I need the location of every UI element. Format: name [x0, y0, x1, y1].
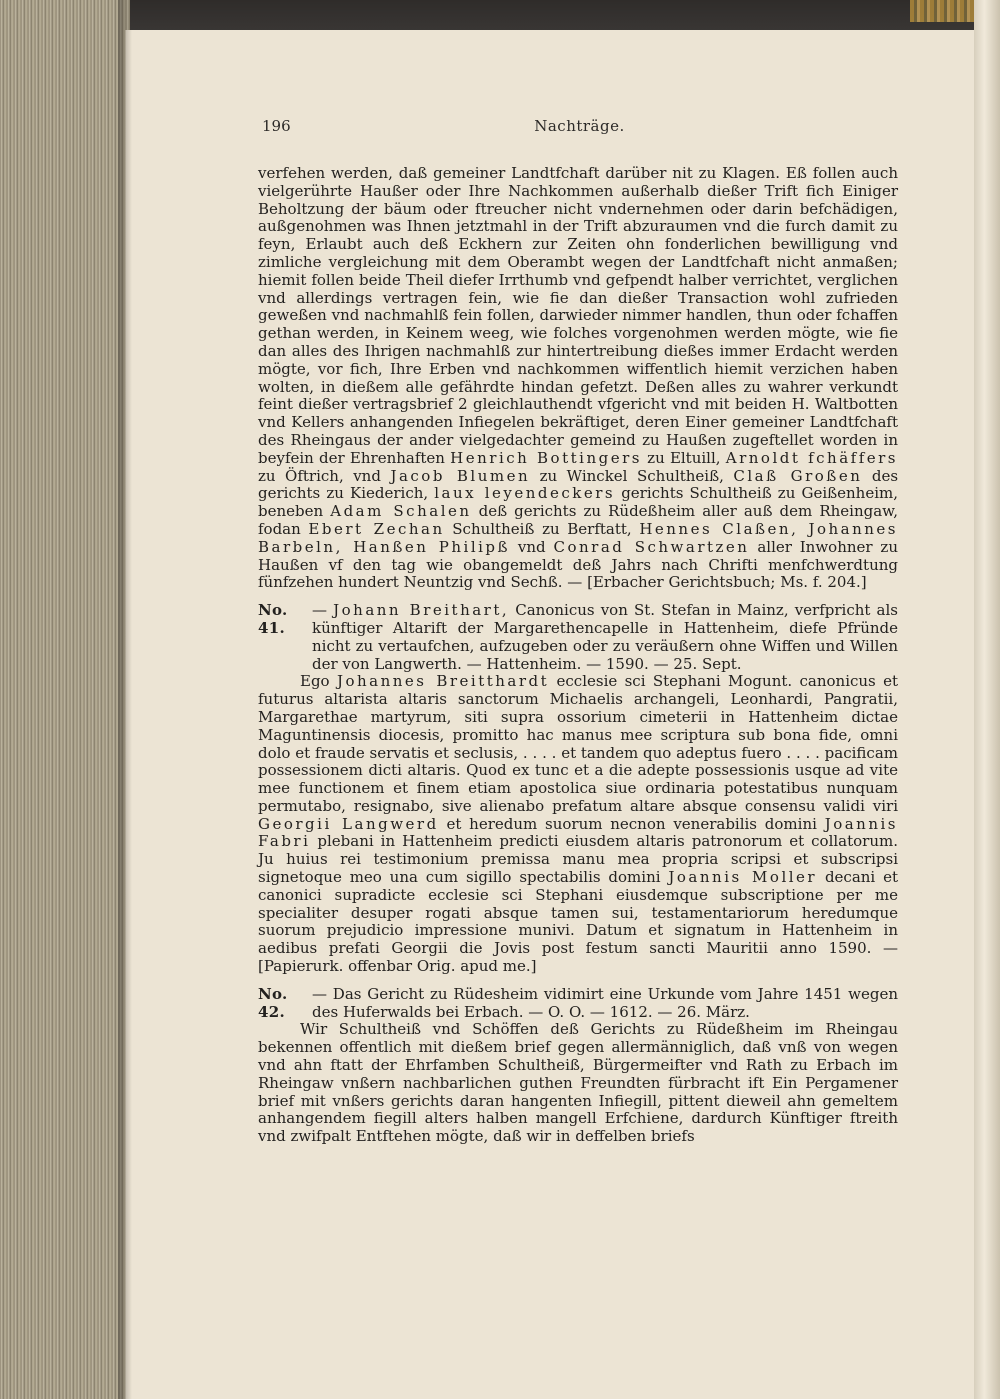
- background-top-edge: [0, 0, 1000, 34]
- right-page-edge: [974, 0, 1000, 1399]
- person-name: Jacob Blumen: [390, 466, 531, 485]
- page-edge-shadow: [118, 0, 132, 1399]
- body-text: [258, 165, 898, 1146]
- person-name: Claß Großen: [733, 466, 863, 485]
- entry-41: [258, 602, 898, 673]
- entry-summary: — Johann Breithart, Canonicus von St. Stefan in Mainz, verfpricht als künftiger Altarift der Margarethencapelle in Hattenheim, diefe Pfründe nicht zu vertaufchen, aufzugeben oder zu veräußern ohne Wiffen und Willen der von Langwerth. — Hattenheim. — 1590. — 25. Sept.: [312, 601, 898, 673]
- person-name: Joannis Fabri: [258, 814, 898, 851]
- entry-42: [258, 986, 898, 1022]
- paragraph-continuation: verfehen werden, daß gemeiner Landtfchaft darüber nit zu Klagen. Eß follen auch vielgerührte Haußer oder Ihre Nachkommen außerhalb dießer Trift fich Einiger Beholtzung der bäum oder ftreucher nicht vndernehmen oder darin befchädigen, außgenohmen was Ihnen jetztmahl in der Trift abzuraumen vnd die furch damit zu feyn, Erlaubt auch deß Eckhern zur Zeiten ohn fonderlichen bewilligung vnd zimliche vergleichung mit dem Oberambt wegen der Landtfchaft nicht anmaßen; hiemit follen beide Theil diefer Irrthumb vnd gefpendt halber verrichtet, verglichen vnd allerdings vertragen fein, wie fie dan dießer Transaction wohl zufrieden geweßen vnd nachmahlß fein follen, darwieder nimmer handlen, thun oder fchaffen gethan werden, in Keinem weeg, wie folches vorgenohmen werden mögte, wie fie dan alles des Ihrigen nachmahlß zur hintertreibung dießes immer Erdacht werden mögte, vor fich, Ihre Erben vnd nachkommen wiffentlich hiemit verzichen haben wolten, in dießem alle gefährdte hindan gefetzt. Deßen alles zu wahrer verkundt feint dießer vertragsbrief 2 gleichlauthendt vfgericht vnd mit beiden H. Waltbotten vnd Kellers anhangenden Infiegelen bekräftiget, deren Einer gemeiner Landtfchaft des Rheingaus der ander vielgedachter gemeind zu Haußen zugeftellet worden in beyfein der Ehrenhaften Henrich Bottingers zu Eltuill, Arnoldt fchäffers zu Öftrich, vnd Jacob Blumen zu Winckel Schultheiß, Claß Großen des gerichts zu Kiederich, laux leyendeckers gerichts Schultheiß zu Geißenheim, beneben Adam Schalen deß gerichts zu Rüdeßheim aller auß dem Rheingaw, fodan Ebert Zechan Schultheiß zu Berftatt, Hennes Claßen, Johannes Barbeln, Hanßen Philipß vnd Conrad Schwartzen aller Inwohner zu Haußen vf den tag wie obangemeldt deß Jahrs nach Chrifti menfchwerdtung fünfzehen hundert Neuntzig vnd Sechß. — [Erbacher Gerichtsbuch; Ms. f. 204.]: [258, 164, 899, 592]
- entry-number: No. 41.: [258, 601, 288, 637]
- person-name: Johannes Breitthardt: [336, 672, 550, 691]
- person-name: Johann Breithart,: [333, 601, 510, 620]
- book-page-edges: [0, 0, 130, 1399]
- person-name: Conrad Schwartzen: [553, 537, 750, 556]
- page-number: 196: [262, 117, 291, 135]
- person-name: Henrich Bottingers: [450, 448, 642, 467]
- entry-number: No. 42.: [258, 984, 288, 1021]
- person-name: Georgii Langwerd: [258, 814, 439, 833]
- person-name: Adam Schalen: [330, 502, 472, 521]
- person-name: Joannis Moller: [668, 868, 818, 887]
- document-text-41: Ego Johannes Breitthardt ecclesie sci Stephani Mogunt. canonicus et futurus altarista altaris sanctorum Michaelis archangeli, Leonhardi, Pangratii, Margarethae martyrum, siti supra ossorium cimeterii in Hattenheim dictae Maguntinensis diocesis, promitto hac manus mee scriptura sub bona fide, omni dolo et fraude servatis et seclusis, . . . . et tandem quo adeptus fuero . . . . pacificam possessionem dicti altaris. Quod ex tunc et a die adepte possessionis usque ad vite mee functionem et finem etiam apostolica siue ordinaria potestatibus nunquam permutabo, resignabo, sive alienabo prefatum altare absque consensu validi viri Georgii Langwerd et heredum suorum necnon venerabilis domini Joannis Fabri plebani in Hattenheim predicti eiusdem altaris patronorum et collatorum. Ju huius rei testimonium premissa manu mea propria scripsi et subscripsi signetoque meo una cum sigillo spectabilis domini Joannis Moller decani et canonici supradicte ecclesie sci Stephani eiusdemque subscriptione per me specialiter desuper rogati absque tamen sui, testamentariorum heredumque suorum prejudicio impressione munivi. Datum et signatum in Hattenheim in aedibus prefati Georgii die Jovis post festum sancti Mauritii anno 1590. — [Papierurk. offenbar Orig. apud me.]: [258, 672, 899, 976]
- running-header: [262, 117, 897, 137]
- person-name: Ebert Zechan: [308, 519, 445, 538]
- person-name: Arnoldt fchäffers: [725, 448, 898, 467]
- person-name: Hennes Claßen, Johannes Barbeln, Hanßen Philipß: [258, 519, 899, 556]
- document-text-42: Wir Schultheiß vnd Schöffen deß Gerichts zu Rüdeßheim im Rheingau bekennen offentlich mit dießem brief gegen allermänniglich, daß vnß von wegen vnd ahn ftatt der Ehrfamben Schultheiß, Bürgermeifter vnd Rath zu Erbach im Rheingaw vnßern nachbarlichen guthen Freundten fürbracht ift Ein Pergamener brief mit vnßers gerichts daran hangenten Infiegill, pittent dieweil ahn gemeltem anhangendem fiegill alters halben mangell Erfchiene, dardurch Künftiger ftreith vnd zwifpalt Entftehen mögte, daß wir in deffelben briefs: [258, 1020, 898, 1146]
- person-name: laux leyendeckers: [434, 484, 616, 503]
- entry-summary: — Das Gericht zu Rüdesheim vidimirt eine Urkunde vom Jahre 1451 wegen des Huferwalds bei Erbach. — O. O. — 1612. — 26. März.: [312, 984, 898, 1021]
- page-title: Nachträge.: [534, 117, 625, 135]
